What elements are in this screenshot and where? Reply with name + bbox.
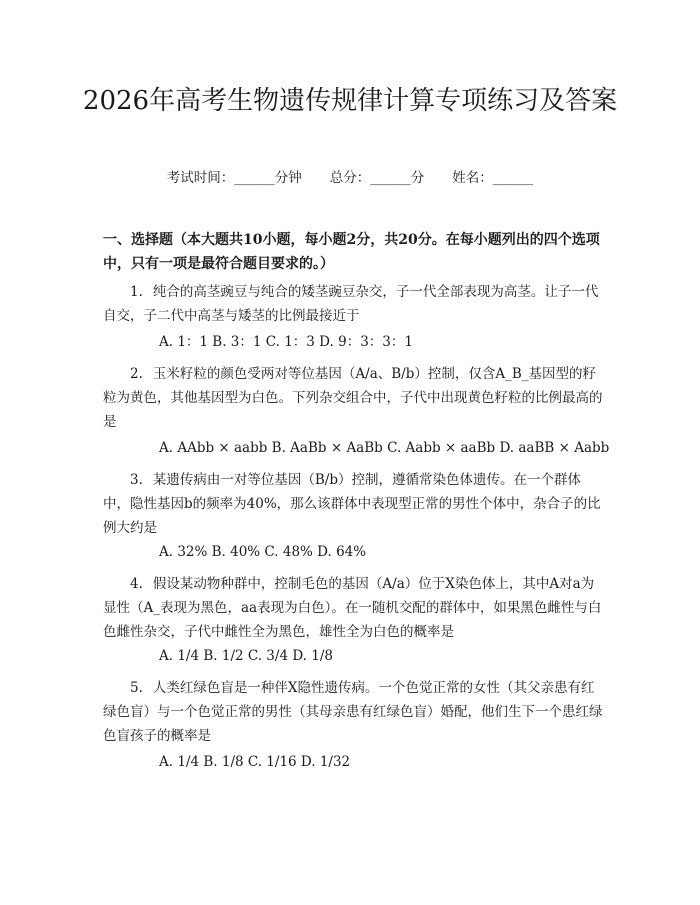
total-score-field: 总分：______分 [329, 170, 425, 186]
exam-time-field: 考试时间：______分钟 [166, 170, 302, 186]
question-options: A. 32% B. 40% C. 48% D. 64% [159, 544, 367, 560]
question-number: 1. [130, 284, 143, 300]
question-options: A. AAbb × aabb B. AaBb × AaBb C. Aabb × aaBb D. aaBB × Aabb [159, 440, 610, 456]
question-text: 假设某动物种群中，控制毛色的基因（A/a）位于X染色体上，其中A对a为显性（A_表现为黑色，aa表现为白色）。在一随机交配的群体中，如果黑色雌性与白色雌性杂交，子代中雌性全为黑色，雄性全为白色的概率是 [103, 576, 602, 640]
question-text: 纯合的高茎豌豆与纯合的矮茎豌豆杂交，子一代全部表现为高茎。让子一代自交，子二代中高茎与矮茎的比例最接近于 [103, 284, 599, 324]
question-number: 4. [130, 576, 143, 592]
student-name-field: 姓名：______ [452, 170, 534, 186]
question-stem [103, 362, 603, 434]
question-stem [103, 280, 603, 328]
question-stem [103, 572, 603, 644]
question-number: 5. [130, 680, 143, 696]
question-options: A. 1：1 B. 3：1 C. 1：3 D. 9：3：3：1 [159, 334, 413, 350]
question-options: A. 1/4 B. 1/8 C. 1/16 D. 1/32 [159, 754, 351, 770]
question-text: 人类红绿色盲是一种伴X隐性遗传病。一个色觉正常的女性（其父亲患有红绿色盲）与一个色觉正常的男性（其母亲患有红绿色盲）婚配，他们生下一个患红绿色盲孩子的概率是 [103, 680, 603, 744]
question-number: 2. [130, 366, 143, 382]
section-heading: 一、选择题（本大题共10小题，每小题2分，共20分。在每小题列出的四个选项中，只有一项是最符合题目要求的。） [103, 232, 600, 272]
exam-info-line [0, 168, 700, 188]
question-stem [103, 468, 603, 540]
question-text: 某遗传病由一对等位基因（B/b）控制，遵循常染色体遗传。在一个群体中，隐性基因b的频率为40%，那么该群体中表现型正常的男性个体中，杂合子的比例大约是 [103, 472, 601, 536]
page-title: 2026年高考生物遗传规律计算专项练习及答案 [82, 86, 618, 116]
question-number: 3. [130, 472, 143, 488]
question-text: 玉米籽粒的颜色受两对等位基因（A/a、B/b）控制，仅含A_B_基因型的籽粒为黄色，其他基因型为白色。下列杂交组合中，子代中出现黄色籽粒的比例最高的是 [103, 366, 603, 430]
question-stem [103, 676, 603, 748]
question-options: A. 1/4 B. 1/2 C. 3/4 D. 1/8 [159, 648, 333, 664]
